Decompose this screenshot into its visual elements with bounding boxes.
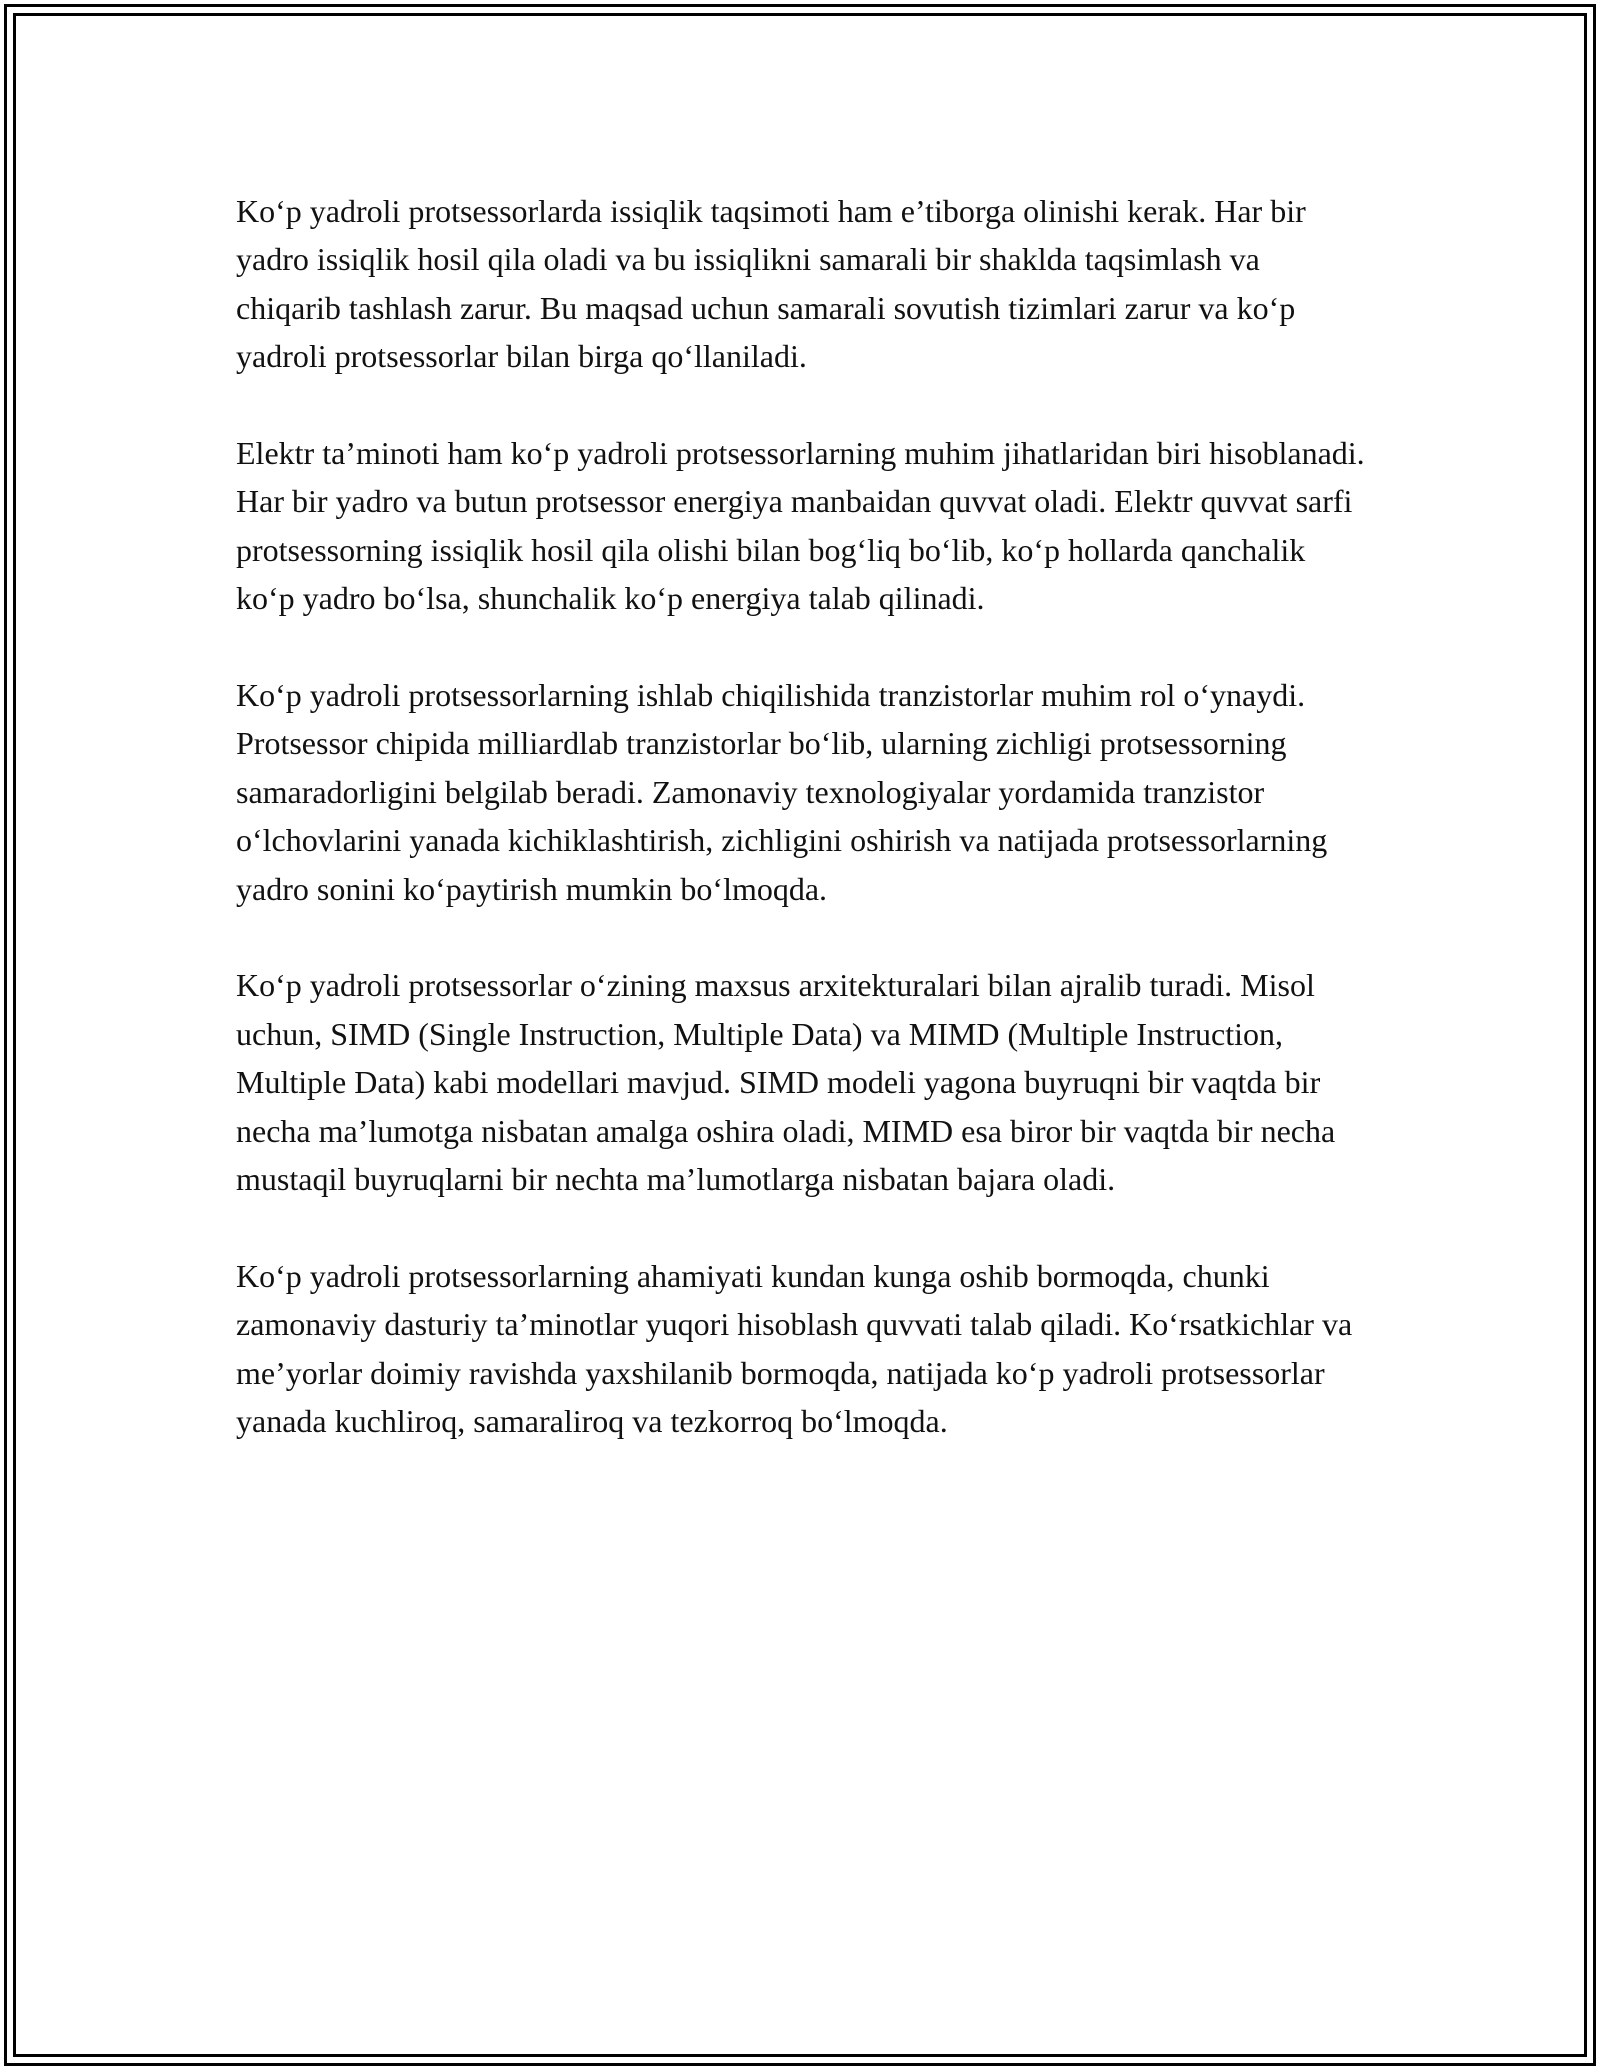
paragraph-heat-distribution: Ko‘p yadroli protsessorlarda issiqlik taqsimoti ham e’tiborga olinishi kerak. Har bir yadro issiqlik hosil qila oladi va bu issiqlikni samarali bir shaklda taqsimlash va chiqarib tashlash zarur. Bu maqsad uchun samarali sovutish tizimlari zarur va ko‘p yadroli protsessorlar bilan birga qo‘llaniladi. <box>236 193 1306 375</box>
paragraph-power-supply: Elektr ta’minoti ham ko‘p yadroli protsessorlarning muhim jihatlaridan biri hisoblanadi. Har bir yadro va butun protsessor energiya manbaidan quvvat oladi. Elektr quvvat sarfi protsessorning issiqlik hosil qila olishi bilan bog‘liq bo‘lib, ko‘p hollarda qanchalik ko‘p yadro bo‘lsa, shunchalik ko‘p energiya talab qilinadi. <box>236 435 1365 617</box>
paragraph-transistors: Ko‘p yadroli protsessorlarning ishlab chiqilishida tranzistorlar muhim rol o‘ynaydi. Protsessor chipida milliardlab tranzistorlar bo‘lib, ularning zichligi protsessorning samaradorligini belgilab beradi. Zamonaviy texnologiyalar yordamida tranzistor o‘lchovlarini yanada kichiklashtirish, zichligini oshirish va natijada protsessorlarning yadro sonini ko‘paytirish mumkin bo‘lmoqda. <box>236 677 1328 907</box>
document-body <box>236 187 1368 1494</box>
paragraph-importance: Ko‘p yadroli protsessorlarning ahamiyati kundan kunga oshib bormoqda, chunki zamonaviy dasturiy ta’minotlar yuqori hisoblash quvvati talab qiladi. Ko‘rsatkichlar va me’yorlar doimiy ravishda yaxshilanib bormoqda, natijada ko‘p yadroli protsessorlar yanada kuchliroq, samaraliroq va tezkorroq bo‘lmoqda. <box>236 1257 1353 1440</box>
paragraph-architectures: Ko‘p yadroli protsessorlar o‘zining maxsus arxitekturalari bilan ajralib turadi. Misol uchun, SIMD (Single Instruction, Multiple Data) va MIMD (Multiple Instruction, Multiple Data) kabi modellari mavjud. SIMD modeli yagona buyruqni bir vaqtda bir necha ma’lumotga nisbatan amalga oshira oladi, MIMD esa biror bir vaqtda bir necha mustaqil buyruqlarni bir nechta ma’lumotlarga nisbatan bajara oladi. <box>236 967 1336 1198</box>
